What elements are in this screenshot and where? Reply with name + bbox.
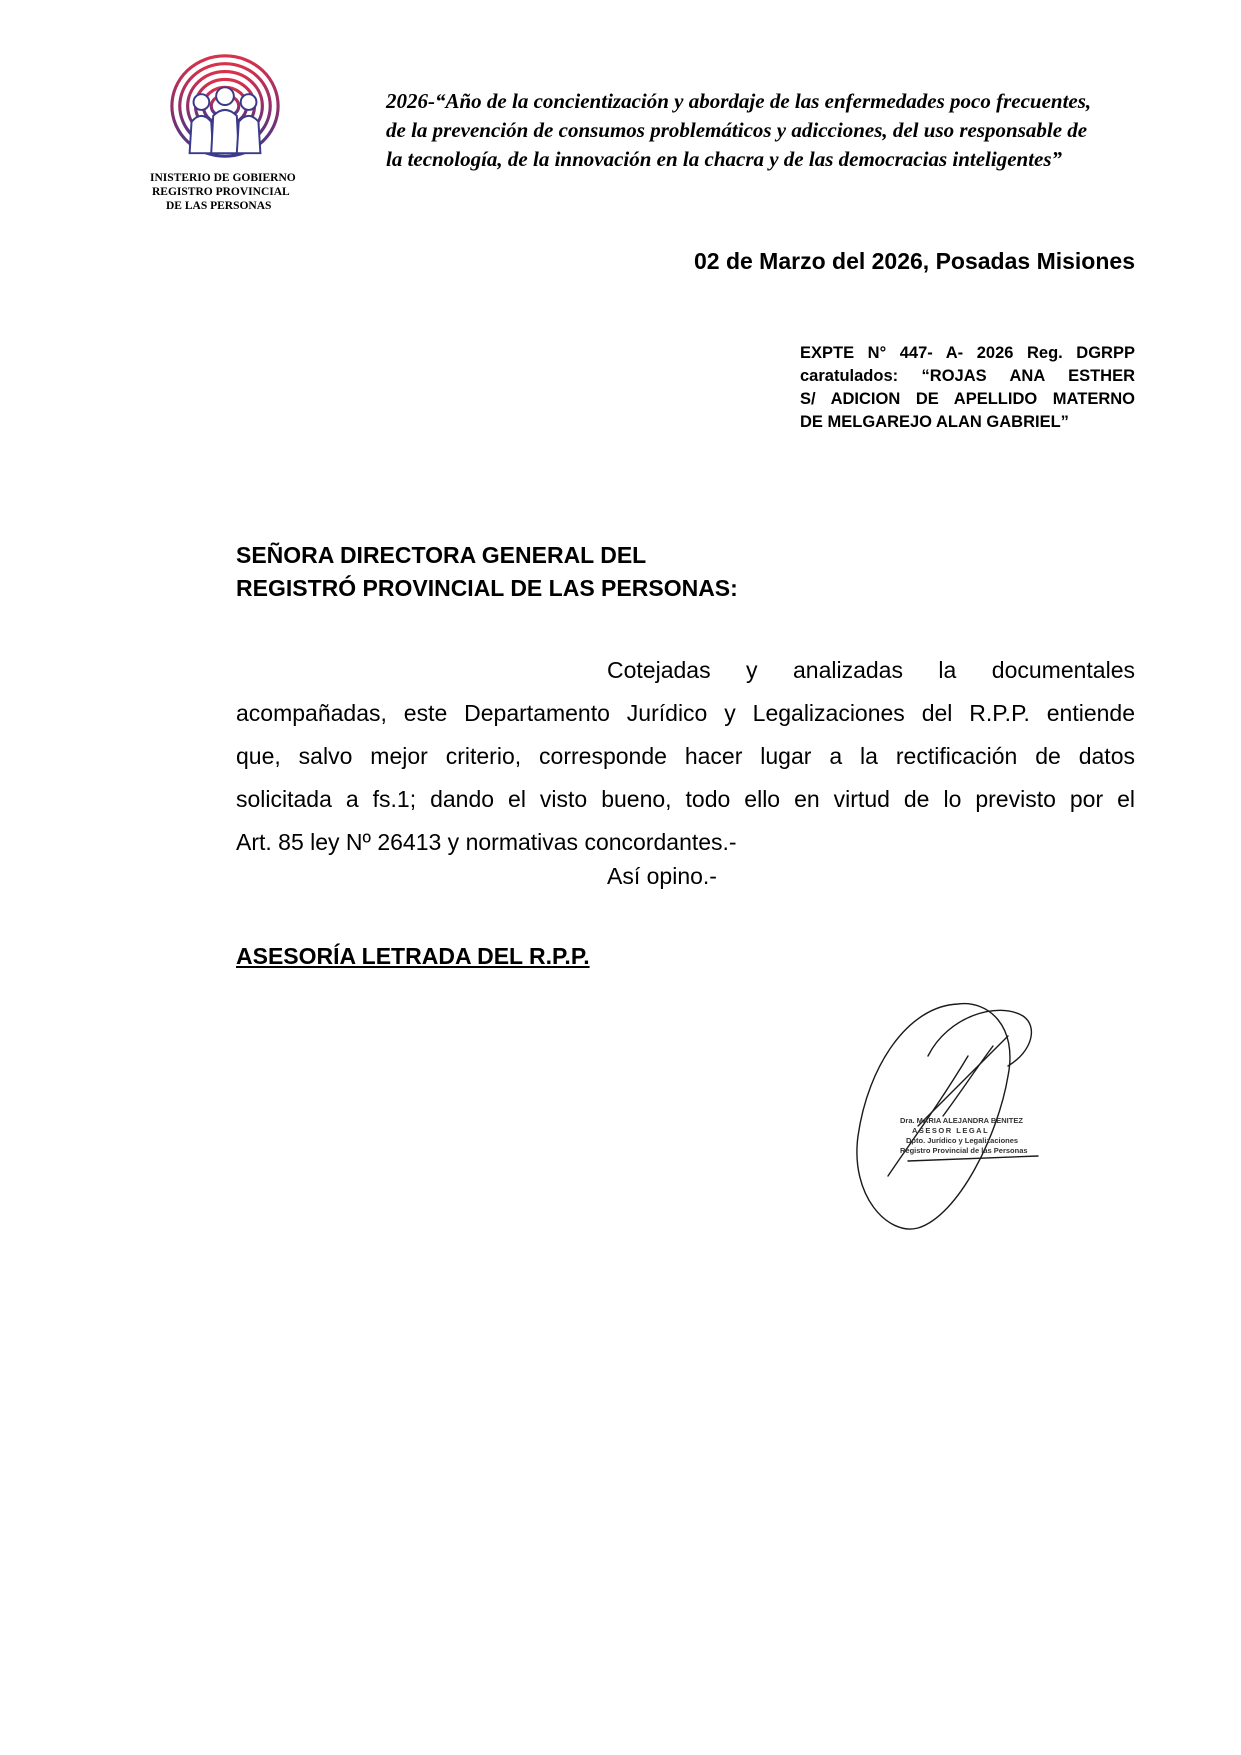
addressee-line-1: SEÑORA DIRECTORA GENERAL DEL (236, 542, 647, 568)
stamp-line-4: Registro Provincial de las Personas (900, 1146, 1028, 1155)
body-line-2: acompañadas, este Departamento Jurídico y Legalizaciones del R.P.P. entiende (236, 700, 1135, 726)
motto-line-2: de la prevención de consumos problemáticos y adicciones, del uso responsable de (386, 118, 1088, 142)
organization-name (150, 171, 320, 213)
org-line-2: REGISTRO PROVINCIAL (152, 186, 290, 198)
case-reference-line-4: DE MELGAREJO ALAN GABRIEL” (800, 413, 1069, 431)
case-reference-line-3: S/ ADICION DE APELLIDO MATERNO (800, 390, 1135, 408)
motto-line-1: 2026-“Año de la concientización y abordaje de las enfermedades poco frecuentes, (386, 89, 1092, 113)
addressee-line-2: REGISTRÓ PROVINCIAL DE LAS PERSONAS: (236, 575, 738, 601)
case-reference-line-2: caratulados: “ROJAS ANA ESTHER (800, 367, 1135, 385)
org-line-3: DE LAS PERSONAS (166, 200, 272, 212)
year-motto (386, 87, 1166, 174)
date-place: 02 de Marzo del 2026, Posadas Misiones (693, 248, 1135, 274)
body-line-3: que, salvo mejor criterio, corresponde hacer lugar a la rectificación de datos (236, 743, 1135, 769)
addressee (236, 539, 1036, 605)
office-title: ASESORÍA LETRADA DEL R.P.P. (236, 943, 590, 969)
motto-line-3: la tecnología, de la innovación en la chacra y de las democracias inteligentes” (386, 147, 1063, 171)
case-reference (800, 342, 1135, 434)
body-line-4: solicitada a fs.1; dando el visto bueno, todo ello en virtud de lo previsto por el (236, 786, 1135, 812)
body-line-5: Art. 85 ley Nº 26413 y normativas concordantes.- (236, 829, 737, 855)
org-line-1: INISTERIO DE GOBIERNO (150, 172, 296, 184)
opinion-body (236, 649, 1135, 864)
legal-advisor-stamp (900, 1116, 1030, 1156)
stamp-line-1: Dra. MARIA ALEJANDRA BENITEZ (900, 1116, 1023, 1125)
case-reference-line-1: EXPTE N° 447- A- 2026 Reg. DGRPP (800, 344, 1135, 362)
body-line-1: Cotejadas y analizadas la documentales (607, 657, 1135, 683)
stamp-line-3: Dpto. Jurídico y Legalizaciones (906, 1136, 1019, 1145)
closing-phrase: Así opino.- (607, 863, 717, 889)
fingerprint-people-logo-icon (166, 50, 284, 162)
stamp-line-2: ASESOR LEGAL (912, 1126, 990, 1135)
